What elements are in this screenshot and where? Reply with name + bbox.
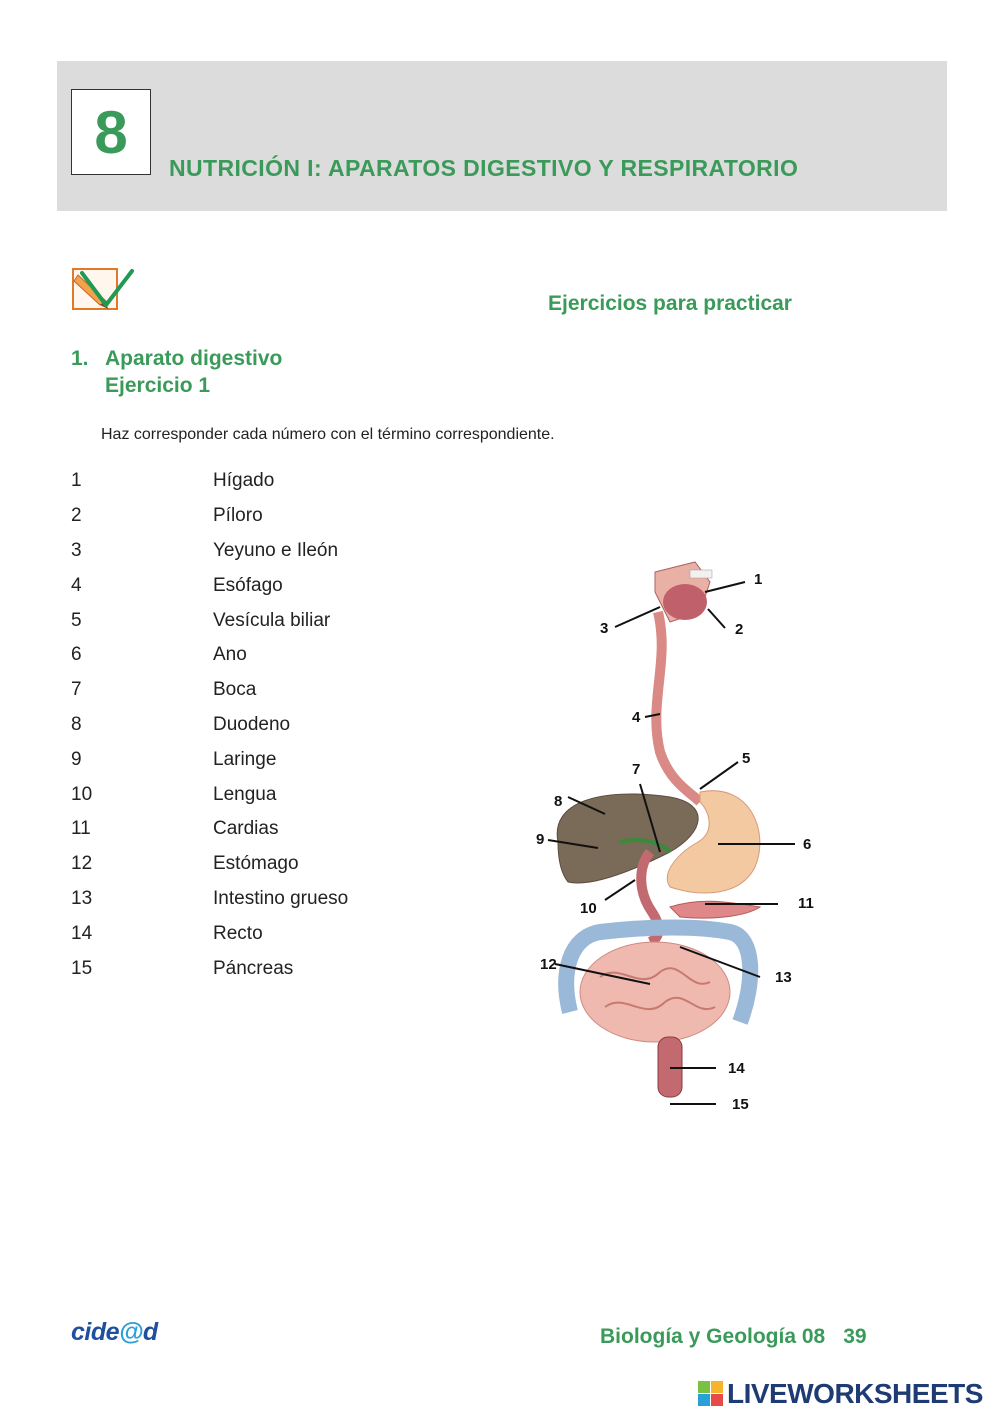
term-label: Ano — [213, 644, 247, 666]
term-number: 13 — [71, 887, 93, 909]
diagram-label-3: 3 — [600, 620, 609, 637]
section-number: 1. — [71, 347, 89, 370]
header-band — [57, 61, 947, 211]
diagram-label-5: 5 — [742, 750, 751, 767]
cidead-logo-pre: cide — [71, 1318, 120, 1346]
term-label: Esófago — [213, 574, 283, 596]
cidead-logo — [71, 1318, 158, 1347]
term-row — [71, 882, 471, 917]
unit-number-box — [71, 89, 151, 175]
term-label: Lengua — [213, 783, 277, 805]
exercise-title: Ejercicio 1 — [105, 374, 211, 397]
term-label: Boca — [213, 679, 257, 701]
diagram-label-4: 4 — [632, 709, 641, 726]
term-row — [71, 499, 471, 534]
term-number: 9 — [71, 748, 82, 770]
practice-title: Ejercicios para practicar — [548, 292, 792, 315]
cidead-logo-at: @ — [119, 1318, 143, 1346]
term-label: Hígado — [213, 470, 275, 492]
digestive-system-diagram — [520, 552, 820, 1122]
section-title — [71, 345, 282, 399]
term-number: 2 — [71, 505, 82, 527]
term-row — [71, 568, 471, 603]
diagram-label-1: 1 — [754, 571, 763, 588]
diagram-label-13: 13 — [775, 969, 792, 986]
term-label: Yeyuno e Ileón — [213, 539, 339, 561]
term-row — [71, 464, 471, 499]
instruction-text: Haz corresponder cada número con el término correspondiente. — [101, 426, 555, 443]
diagram-label-10: 10 — [580, 900, 597, 917]
term-label: Estómago — [213, 853, 299, 875]
pencil-check-icon — [70, 265, 134, 315]
term-number: 8 — [71, 713, 82, 735]
diagram-label-6: 6 — [803, 836, 812, 853]
term-number: 1 — [71, 470, 82, 492]
term-row — [71, 534, 471, 569]
term-label: Intestino grueso — [213, 887, 349, 909]
term-label: Páncreas — [213, 957, 294, 979]
term-row — [71, 812, 471, 847]
term-list — [71, 464, 471, 986]
diagram-label-12: 12 — [540, 956, 557, 973]
term-row — [71, 742, 471, 777]
term-row — [71, 847, 471, 882]
term-label: Duodeno — [213, 713, 291, 735]
diagram-label-7: 7 — [632, 761, 641, 778]
term-number: 11 — [71, 818, 91, 840]
term-number: 5 — [71, 609, 82, 631]
term-label: Recto — [213, 922, 263, 944]
term-row — [71, 638, 471, 673]
diagram-label-11: 11 — [798, 895, 814, 912]
term-label: Vesícula biliar — [213, 609, 331, 631]
diagram-label-2: 2 — [735, 621, 744, 638]
unit-number: 8 — [94, 98, 128, 166]
term-number: 6 — [71, 644, 82, 666]
diagram-label-15: 15 — [732, 1096, 749, 1113]
term-label: Píloro — [213, 505, 263, 527]
term-number: 10 — [71, 783, 93, 805]
unit-title: NUTRICIÓN I: APARATOS DIGESTIVO Y RESPIRATORIO — [169, 155, 799, 181]
diagram-label-14: 14 — [728, 1060, 745, 1077]
term-row — [71, 916, 471, 951]
term-row — [71, 777, 471, 812]
footer-page-number: 39 — [843, 1325, 867, 1348]
diagram-label-9: 9 — [536, 831, 545, 848]
term-number: 3 — [71, 539, 82, 561]
section-name: Aparato digestivo — [105, 347, 283, 370]
diagram-label-8: 8 — [554, 793, 563, 810]
term-number: 15 — [71, 957, 93, 979]
term-label: Laringe — [213, 748, 277, 770]
term-number: 7 — [71, 679, 82, 701]
liveworksheets-logo[interactable] — [698, 1378, 983, 1410]
term-number: 4 — [71, 574, 82, 596]
term-label: Cardias — [213, 818, 279, 840]
term-row — [71, 603, 471, 638]
footer-book-info — [600, 1325, 867, 1349]
term-number: 14 — [71, 922, 93, 944]
term-row — [71, 673, 471, 708]
term-row — [71, 951, 471, 986]
liveworksheets-icon — [698, 1381, 724, 1407]
liveworksheets-text: LIVEWORKSHEETS — [727, 1378, 983, 1409]
term-number: 12 — [71, 853, 93, 875]
footer-book-title: Biología y Geología 08 — [600, 1325, 826, 1348]
diagram-organs — [557, 562, 763, 1097]
term-row — [71, 708, 471, 743]
cidead-logo-post: d — [142, 1318, 158, 1346]
